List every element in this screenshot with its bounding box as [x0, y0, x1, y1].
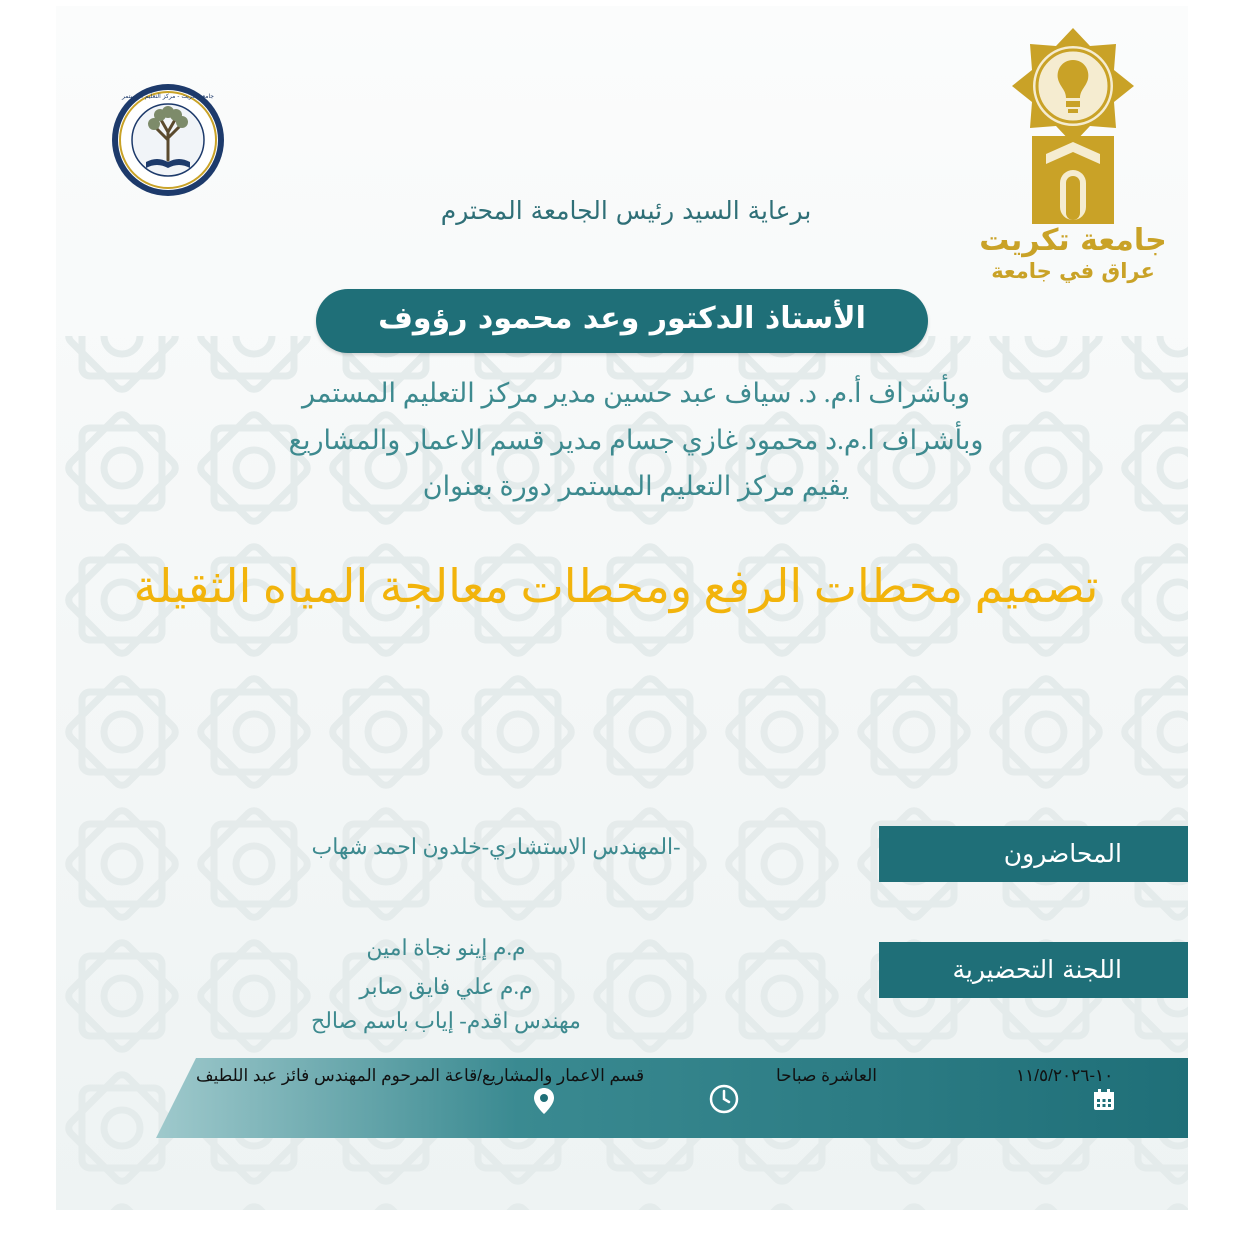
course-title: تصميم محطات الرفع ومحطات معالجة المياه الثقيلة [133, 561, 1099, 612]
event-time: العاشرة صباحا [776, 1066, 877, 1085]
event-date: ١٠-١١/٥/٢٠٢٦ [1016, 1066, 1114, 1085]
university-name-wordmark: جامعة تكريت [979, 223, 1167, 258]
supervision-line-1: وبأشراف أ.م. د. سياف عبد حسين مدير مركز التعليم المستمر [301, 378, 971, 408]
supervision-line-2: وبأشراف ا.م.د محمود غازي جسام مدير قسم الاعمار والمشاريع [288, 425, 984, 455]
clock-icon [708, 1083, 740, 1115]
seal-text: جامعة تكريت - مركز التعليم المستمر [121, 93, 215, 100]
lecturer-name: -المهندس الاستشاري-خلدون احمد شهاب [311, 834, 681, 859]
president-name-banner [316, 289, 928, 353]
tikrit-university-logo [978, 24, 1168, 284]
committee-label: اللجنة التحضيرية [952, 955, 1122, 984]
location-pin-icon [533, 1087, 555, 1115]
university-slogan-wordmark: عراق في جامعة [991, 259, 1155, 283]
lecturers-label-tab [879, 826, 1188, 882]
committee-member: مهندس اقدم- إياب باسم صالح [311, 1008, 581, 1033]
course-intro-line: يقيم مركز التعليم المستمر دورة بعنوان [422, 471, 850, 501]
committee-member: م.م إينو نجاة امين [366, 935, 526, 960]
lecturers-label: المحاضرون [1003, 839, 1122, 868]
president-name: الأستاذ الدكتور وعد محمود رؤوف [378, 301, 866, 336]
committee-label-tab [879, 942, 1188, 998]
committee-member: م.م علي فايق صابر [359, 974, 533, 999]
calendar-icon [1092, 1088, 1116, 1112]
continuing-education-seal [110, 82, 226, 198]
patronage-line: برعاية السيد رئيس الجامعة المحترم [440, 196, 812, 225]
poster [56, 6, 1188, 1210]
event-location: قسم الاعمار والمشاريع/قاعة المرحوم المهندس فائز عبد اللطيف [196, 1066, 645, 1085]
